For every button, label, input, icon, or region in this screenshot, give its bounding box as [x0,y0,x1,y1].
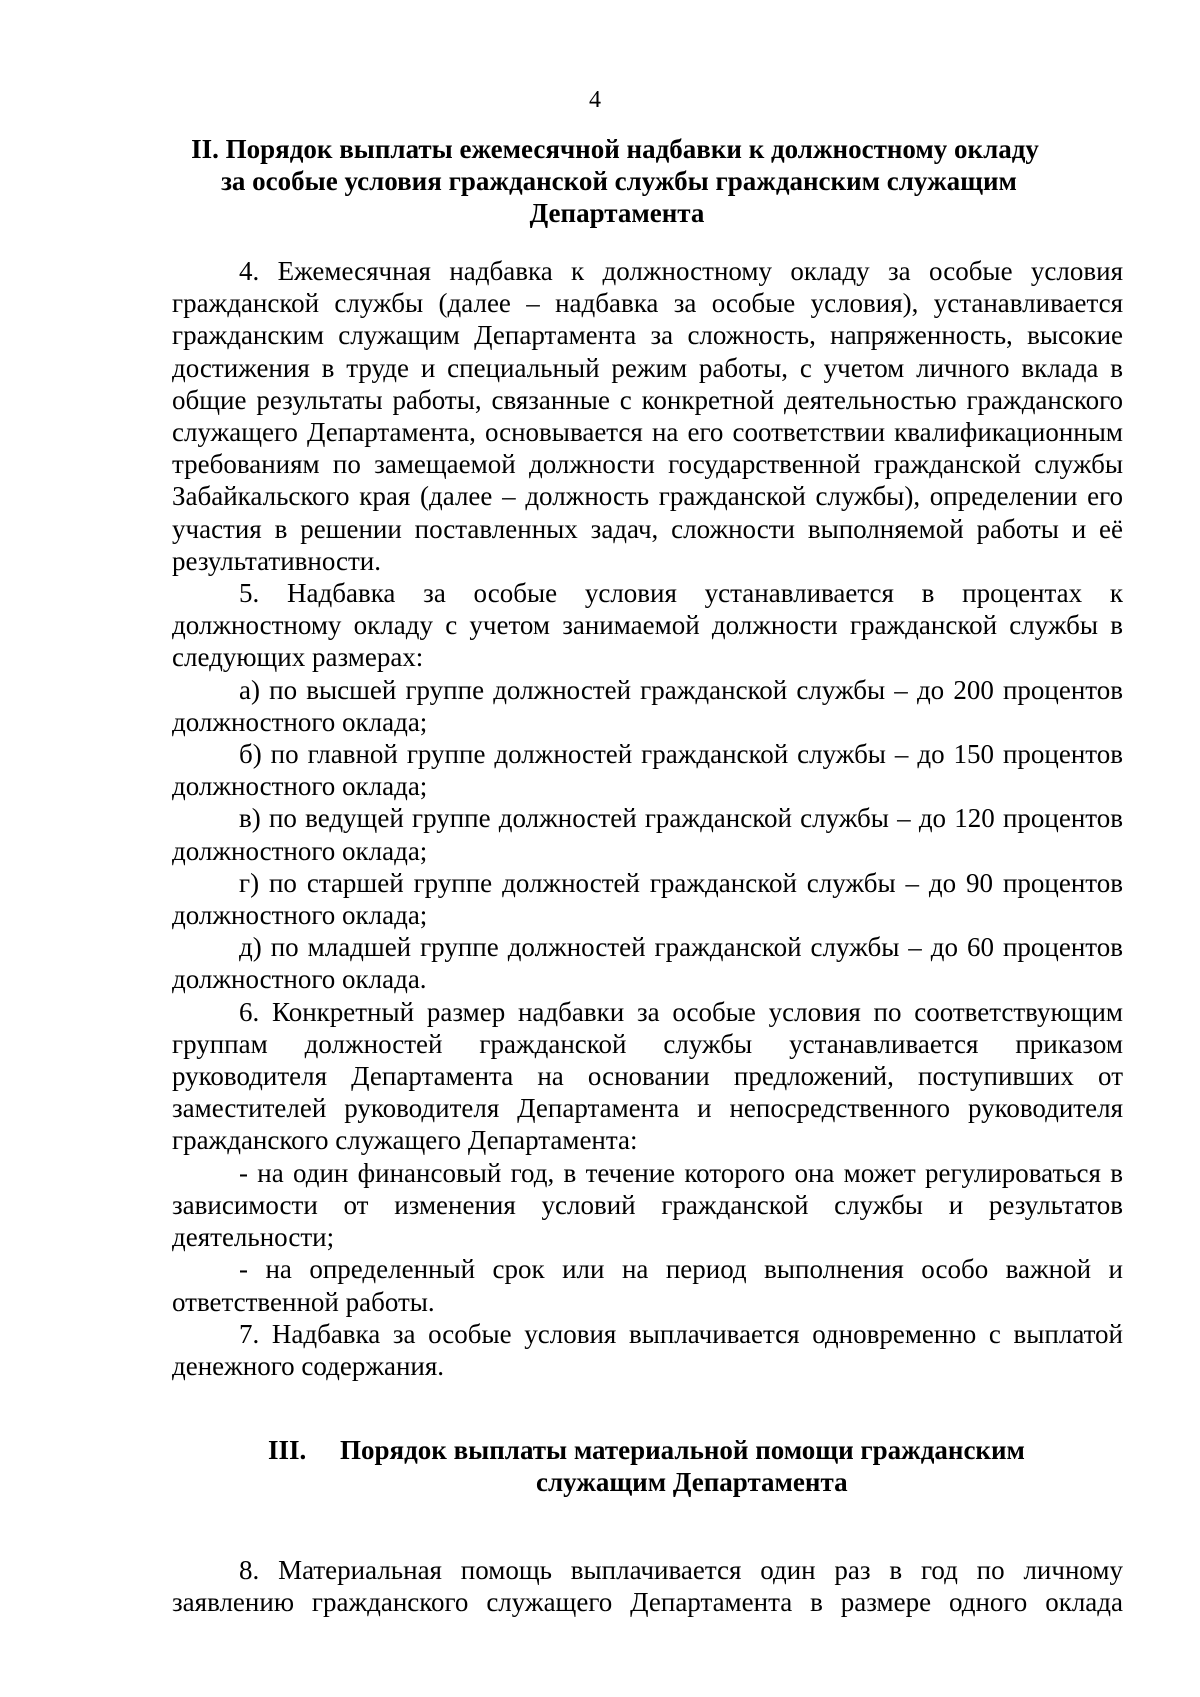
section-2-heading-line: Департамента [529,198,705,228]
section-3-heading [268,1434,1025,1498]
section-2-heading [0,133,1200,229]
paragraph-4: 4. Ежемесячная надбавка к должностному окладу за особые условия гражданской службы (далее – надбавка за особые условия), устанавливается гражданским служащим Департамента за сложность, напряженность, высокие достижения в труде и специальный режим работы, с учетом личного вклада в общие результаты работы, связанные с конкретной деятельностью гражданского служащего Департамента, основывается на его соответствии квалификационным требованиям по замещаемой должности государственной гражданской службы Забайкальского края (далее – должность гражданской службы), определении его участия в решении поставленных задач, сложности выполняемой работы и её результативности. [172,256,1123,576]
list-item-a: а) по высшей группе должностей гражданской службы – до 200 процентов должностного оклада; [172,674,1123,737]
section-3-heading-line: служащим Департамента [536,1467,848,1497]
section-2-body [172,255,1123,1382]
list-item-d: д) по младшей группе должностей гражданской службы – до 60 процентов должностного оклада. [172,932,1123,995]
paragraph-5: 5. Надбавка за особые условия устанавливается в процентах к должностному окладу с учетом занимаемой должности гражданской службы в следующих размерах: [172,578,1123,673]
section-2-heading-line: II. Порядок выплаты ежемесячной надбавки к должностному окладу [191,134,1039,164]
dash-item-fixed-term: - на определенный срок или на период выполнения особо важной и ответственной работы. [172,1254,1123,1317]
page-number: 4 [589,87,601,113]
paragraph-8: 8. Материальная помощь выплачивается один раз в год по личному заявлению гражданского служащего Департамента в размере одного оклада [172,1555,1123,1618]
section-3-heading-line: Порядок выплаты материальной помощи гражданским [340,1435,1025,1465]
section-3-number: III. [268,1435,307,1465]
paragraph-7: 7. Надбавка за особые условия выплачивается одновременно с выплатой денежного содержания. [172,1318,1123,1381]
section-2-heading-line: за особые условия гражданской службы гражданским служащим [221,166,1017,196]
list-item-v: в) по ведущей группе должностей гражданской службы – до 120 процентов должностного оклада; [172,803,1123,866]
list-item-b: б) по главной группе должностей гражданской службы – до 150 процентов должностного оклада; [172,739,1123,802]
paragraph-6: 6. Конкретный размер надбавки за особые условия по соответствующим группам должностей гражданской службы устанавливается приказом руководителя Департамента на основании предложений, поступивших от заместителей руководителя Департамента и непосредственного руководителя гражданского служащего Департамента: [172,996,1123,1156]
dash-item-financial-year: - на один финансовый год, в течение которого она может регулироваться в зависимости от изменения условий гражданской службы и результатов деятельности; [172,1157,1123,1253]
list-item-g: г) по старшей группе должностей гражданской службы – до 90 процентов должностного оклада; [172,867,1123,931]
section-3-body [172,1554,1123,1618]
